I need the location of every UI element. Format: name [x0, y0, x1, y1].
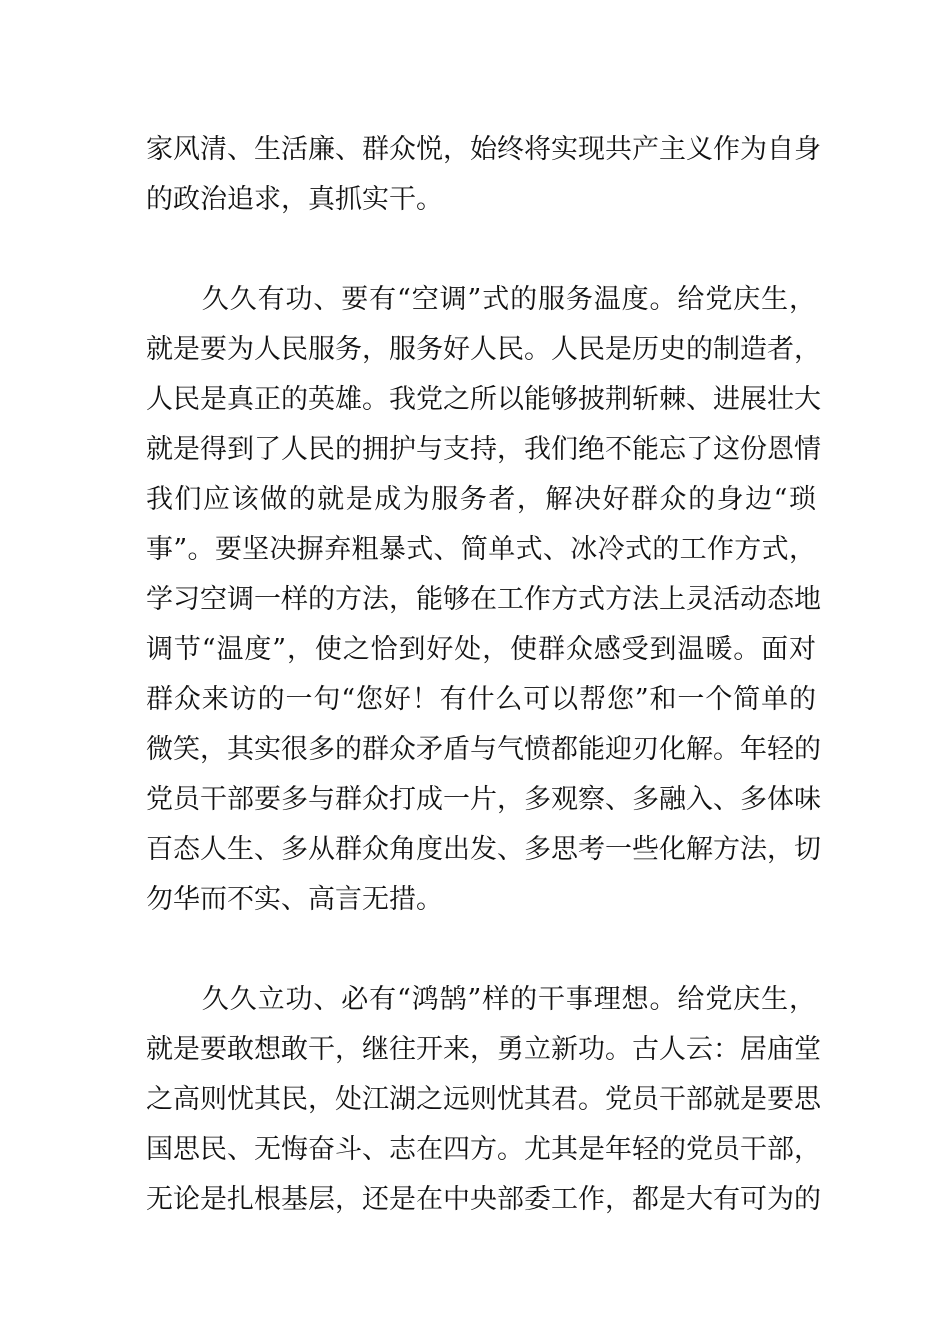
paragraph-1-line-1: 家风清、生活廉、群众悦，始终将实现共产主义作为自身	[146, 134, 821, 165]
paragraph-2-line-11: 党员干部要多与群众打成一片，多观察、多融入、多体味	[146, 784, 821, 815]
paragraph-2-line-5: 我们应该做的就是成为服务者，解决好群众的身边“琐	[146, 484, 816, 515]
paragraph-2-line-7: 学习空调一样的方法，能够在工作方式方法上灵活动态地	[146, 584, 821, 615]
paragraph-2-line-6: 事”。要坚决摒弃粗暴式、简单式、冰冷式的工作方式，	[146, 534, 816, 565]
paragraph-2-line-1: 久久有功、要有“空调”式的服务温度。给党庆生，	[146, 284, 816, 315]
paragraph-3-line-4: 国思民、无悔奋斗、志在四方。尤其是年轻的党员干部，	[146, 1134, 821, 1165]
paragraph-3-line-5: 无论是扎根基层，还是在中央部委工作，都是大有可为的	[146, 1184, 821, 1215]
paragraph-3-line-1: 久久立功、必有“鸿鹄”样的干事理想。给党庆生，	[146, 984, 816, 1015]
paragraph-2-line-2: 就是要为人民服务，服务好人民。人民是历史的制造者，	[146, 334, 821, 365]
paragraph-2-line-10: 微笑，其实很多的群众矛盾与气愤都能迎刃化解。年轻的	[146, 734, 821, 765]
paragraph-1-line-2: 的政治追求，真抓实干。	[146, 184, 443, 215]
paragraph-2-line-8: 调节“温度”，使之恰到好处，使群众感受到温暖。面对	[146, 634, 816, 665]
paragraph-2-line-4: 就是得到了人民的拥护与支持，我们绝不能忘了这份恩情	[146, 434, 821, 465]
paragraph-2-line-9: 群众来访的一句“您好！有什么可以帮您”和一个简单的	[146, 684, 816, 715]
paragraph-3-line-2: 就是要敢想敢干，继往开来，勇立新功。古人云：居庙堂	[146, 1034, 821, 1065]
paragraph-3-line-3: 之高则忧其民，处江湖之远则忧其君。党员干部就是要思	[146, 1084, 821, 1115]
paragraph-2-line-13: 勿华而不实、高言无措。	[146, 884, 443, 915]
paragraph-2-line-3: 人民是真正的英雄。我党之所以能够披荆斩棘、进展壮大	[146, 384, 821, 415]
paragraph-2-line-12: 百态人生、多从群众角度出发、多思考一些化解方法，切	[146, 834, 821, 865]
